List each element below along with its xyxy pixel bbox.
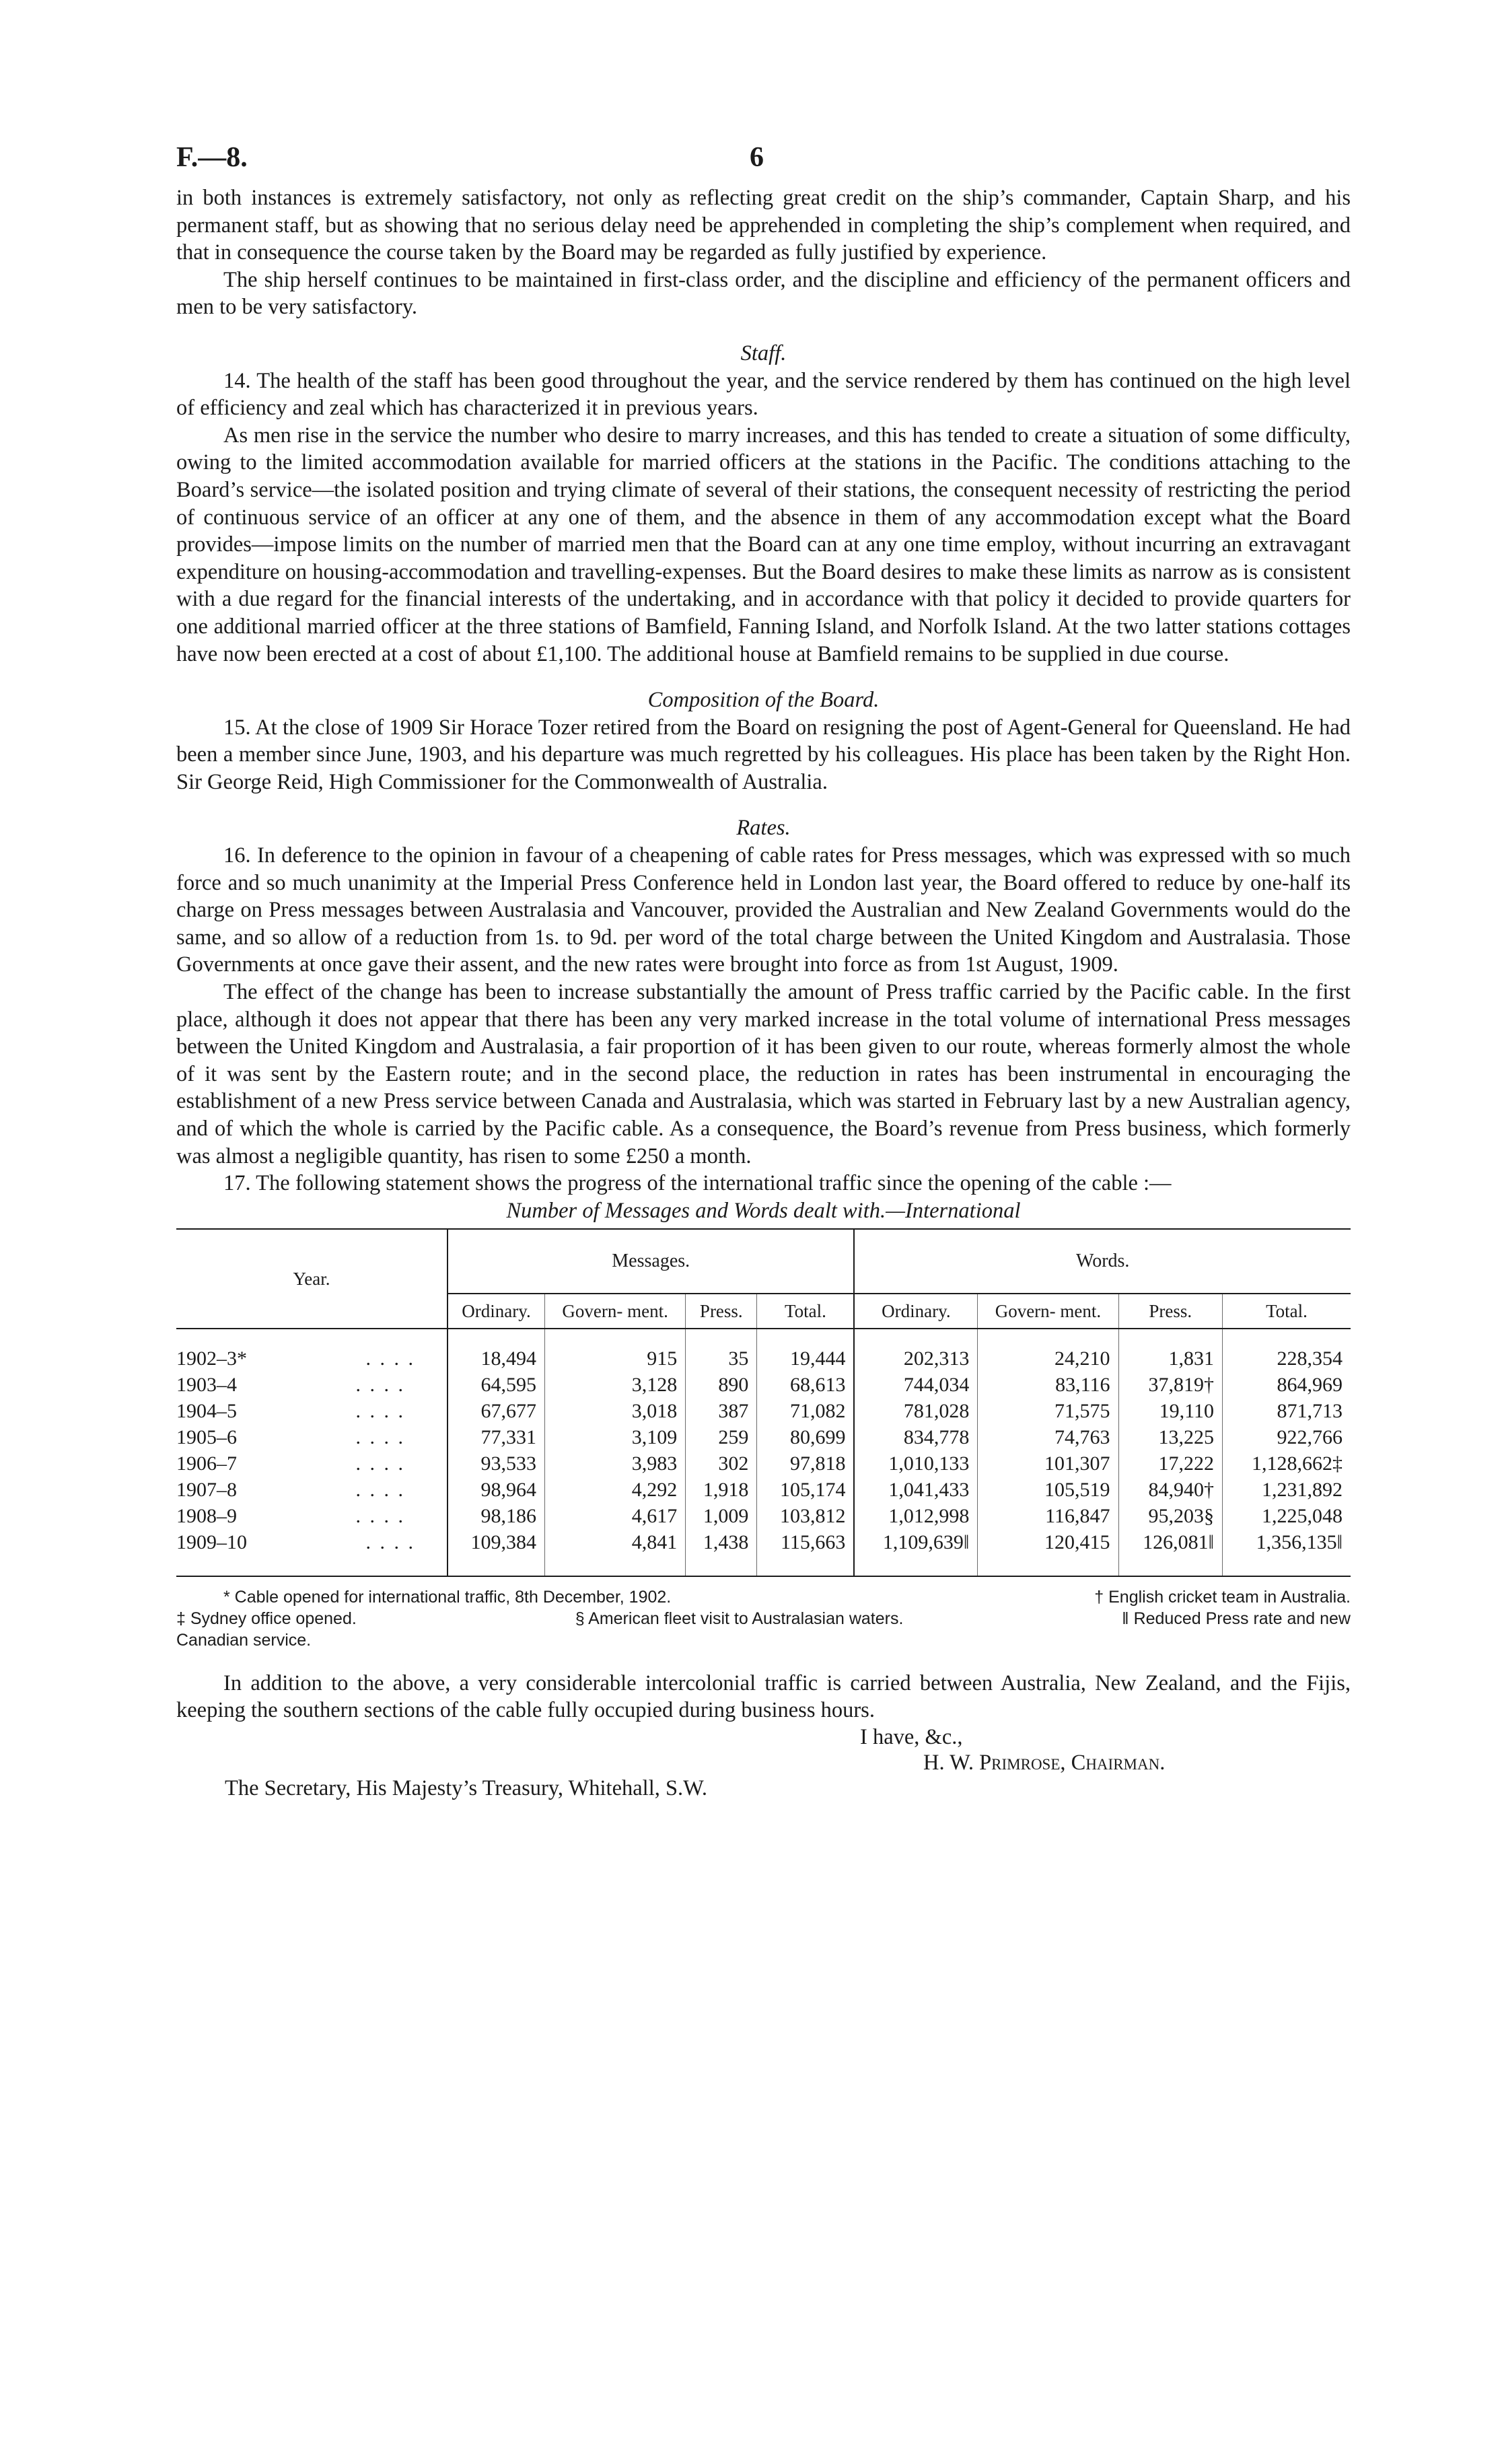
year-label: 1907–8	[176, 1478, 237, 1501]
table-cell: 871,713	[1223, 1398, 1351, 1424]
table-cell: 202,313	[854, 1329, 977, 1372]
table-row	[176, 1398, 1351, 1424]
section-heading-staff: Staff.	[740, 341, 787, 365]
year-cell	[176, 1529, 448, 1576]
table-cell: 387	[686, 1398, 757, 1424]
table-cell: 101,307	[978, 1450, 1118, 1477]
table-cell: 228,354	[1223, 1329, 1351, 1372]
signature-block	[176, 1724, 1351, 1801]
table-cell: 1,918	[686, 1477, 757, 1503]
column-header: Govern- ment.	[978, 1294, 1118, 1329]
table-cell: 3,983	[545, 1450, 686, 1477]
table-cell: 13,225	[1118, 1424, 1223, 1450]
addressee: The Secretary, His Majesty’s Treasury, Whitehall, S.W.	[225, 1775, 707, 1800]
column-header: Ordinary.	[448, 1294, 545, 1329]
table-cell: 18,494	[448, 1329, 545, 1372]
table-row	[176, 1372, 1351, 1398]
table-row	[176, 1529, 1351, 1576]
table-cell: 80,699	[757, 1424, 855, 1450]
page-header	[176, 141, 1351, 184]
footnote: ‡ Sydney office opened.	[176, 1609, 357, 1628]
table-cell: 74,763	[978, 1424, 1118, 1450]
table-cell: 4,841	[545, 1529, 686, 1576]
table-cell: 97,818	[757, 1450, 855, 1477]
table-cell: 3,109	[545, 1424, 686, 1450]
column-header: Total.	[757, 1294, 855, 1329]
table-cell: 98,964	[448, 1477, 545, 1503]
table-cell: 93,533	[448, 1450, 545, 1477]
year-cell	[176, 1329, 448, 1372]
column-header: Press.	[1118, 1294, 1223, 1329]
table-cell: 1,831	[1118, 1329, 1223, 1372]
table-row	[176, 1477, 1351, 1503]
paragraph-press-traffic: The effect of the change has been to increase substantially the amount of Press traffic carried by the Pacific cable. In the first place, although it does not appear that there has been any very marked increase in the total volume of international Press messages between the United Kingdom and Australasia, a fair proportion of it has been given to our route, whereas formerly almost the whole of it was sent by the Eastern route; and in the second place, the reduction in rates has been instrumental in encouraging the establishment of a new Press service between Canada and Australasia, which was started in February last by a new Australian agency, and of which the whole is carried by the Pacific cable. As a consequence, the Board’s revenue from Press business, which formerly was almost a negligible quantity, has risen to some £250 a month.	[176, 980, 1351, 1168]
year-cell	[176, 1424, 448, 1450]
leader-dots: . . . .	[365, 1347, 415, 1370]
table-body	[176, 1329, 1351, 1576]
year-cell	[176, 1503, 448, 1529]
year-cell	[176, 1450, 448, 1477]
table-cell: 120,415	[978, 1529, 1118, 1576]
table-cell: 1,041,433	[854, 1477, 977, 1503]
table-cell: 71,575	[978, 1398, 1118, 1424]
table-cell: 35	[686, 1329, 757, 1372]
table-row	[176, 1503, 1351, 1529]
messages-group-header: Messages.	[448, 1229, 854, 1294]
table-cell: 4,292	[545, 1477, 686, 1503]
year-label: 1902–3*	[176, 1347, 247, 1370]
section-heading-board: Composition of the Board.	[647, 688, 880, 713]
table-cell: 1,225,048	[1223, 1503, 1351, 1529]
column-header: Govern- ment.	[545, 1294, 686, 1329]
traffic-table	[176, 1228, 1351, 1577]
table-cell: 1,128,662‡	[1223, 1450, 1351, 1477]
table-cell: 1,012,998	[854, 1503, 977, 1529]
table-cell: 4,617	[545, 1503, 686, 1529]
table-cell: 19,110	[1118, 1398, 1223, 1424]
table-cell: 922,766	[1223, 1424, 1351, 1450]
table-cell: 83,116	[978, 1372, 1118, 1398]
year-label: 1905–6	[176, 1425, 237, 1448]
year-label: 1904–5	[176, 1399, 237, 1422]
column-header: Ordinary.	[854, 1294, 977, 1329]
table-cell: 259	[686, 1424, 757, 1450]
column-header: Total.	[1223, 1294, 1351, 1329]
table-cell: 126,081‖	[1118, 1529, 1223, 1576]
table-cell: 744,034	[854, 1372, 977, 1398]
leader-dots: . . . .	[355, 1504, 405, 1527]
year-label: 1906–7	[176, 1452, 237, 1475]
footnote: * Cable opened for international traffic, 8th December, 1902.	[223, 1587, 672, 1607]
leader-dots: . . . .	[355, 1373, 405, 1396]
leader-dots: . . . .	[355, 1452, 405, 1475]
table-cell: 915	[545, 1329, 686, 1372]
table-cell: 1,009	[686, 1503, 757, 1529]
table-cell: 116,847	[978, 1503, 1118, 1529]
paragraph-ship-order: The ship herself continues to be maintained in first-class order, and the discipline and efficiency of the permanent officers and men to be very satisfactory.	[176, 267, 1351, 320]
table-cell: 864,969	[1223, 1372, 1351, 1398]
paragraph-statement-intro: 17. The following statement shows the progress of the international traffic since the opening of the cable :—	[223, 1171, 1172, 1196]
section-heading-rates: Rates.	[736, 816, 791, 841]
footnote: ‖ Reduced Press rate and new	[1122, 1609, 1351, 1628]
paragraph-intercolonial: In addition to the above, a very considerable intercolonial traffic is carried between Australia, New Zealand, and the Fijis, keeping the southern sections of the cable fully occupied during business hours.	[176, 1670, 1351, 1723]
table-title: Number of Messages and Words dealt with.—International	[506, 1198, 1021, 1223]
words-group-header: Words.	[854, 1229, 1351, 1294]
table-cell: 105,519	[978, 1477, 1118, 1503]
table-cell: 1,010,133	[854, 1450, 977, 1477]
table-cell: 781,028	[854, 1398, 977, 1424]
table-cell: 302	[686, 1450, 757, 1477]
table-cell: 64,595	[448, 1372, 545, 1398]
footnote: § American fleet visit to Australasian waters.	[575, 1609, 904, 1628]
leader-dots: . . . .	[355, 1399, 405, 1422]
table-cell: 105,174	[757, 1477, 855, 1503]
table-cell: 37,819†	[1118, 1372, 1223, 1398]
leader-dots: . . . .	[355, 1425, 405, 1448]
year-cell	[176, 1372, 448, 1398]
document-page	[176, 141, 1351, 1801]
document-code: F.—8.	[176, 142, 248, 173]
valediction: I have, &c.,	[860, 1724, 963, 1749]
table-cell: 68,613	[757, 1372, 855, 1398]
table-cell: 834,778	[854, 1424, 977, 1450]
table-cell: 95,203§	[1118, 1503, 1223, 1529]
table-cell: 77,331	[448, 1424, 545, 1450]
year-cell	[176, 1398, 448, 1424]
page-number: 6	[750, 142, 764, 173]
leader-dots: . . . .	[365, 1530, 415, 1553]
table-row	[176, 1329, 1351, 1372]
table-cell: 115,663	[757, 1529, 855, 1576]
paragraph-board-composition: 15. At the close of 1909 Sir Horace Tozer retired from the Board on resigning the post of Agent-General for Queensland. He had been a member since June, 1903, and his departure was much regretted by his colleagues. His place has been taken by the Right Hon. Sir George Reid, High Commissioner for the Commonwealth of Australia.	[176, 715, 1351, 794]
year-cell	[176, 1477, 448, 1503]
paragraph-married-officers: As men rise in the service the number who desire to marry increases, and this has tended to create a situation of some difficulty, owing to the limited accommodation available for married officers at the stations in the Pacific. The conditions attaching to the Board’s service—the isolated position and trying climate of several of their stations, the consequent necessity of restricting the period of continuous service of an officer at any one of them, and the absence in them of any accommodation except what the Board provides—impose limits on the number of married men that the Board can at any one time employ, without incurring an extravagant expenditure on housing-accommodation and travelling-expenses. But the Board desires to make these limits as narrow as is consistent with a due regard for the financial interests of the undertaking, and in accordance with that policy it decided to provide quarters for one additional married officer at the three stations of Bamfield, Fanning Island, and Norfolk Island. At the two latter stations cottages have now been erected at a cost of about £1,100. The additional house at Bamfield remains to be supplied in due course.	[176, 423, 1351, 666]
table-cell: 1,438	[686, 1529, 757, 1576]
table-row	[176, 1450, 1351, 1477]
table-cell: 17,222	[1118, 1450, 1223, 1477]
year-label: 1908–9	[176, 1504, 237, 1527]
year-column-header: Year.	[176, 1229, 448, 1329]
footnote: Canadian service.	[176, 1630, 312, 1650]
paragraph-staff-health: 14. The health of the staff has been good throughout the year, and the service rendered by them has continued on the high level of efficiency and zeal which has characterized it in previous years.	[176, 368, 1351, 421]
table-cell: 1,109,639‖	[854, 1529, 977, 1576]
table-row	[176, 1424, 1351, 1450]
table-cell: 3,018	[545, 1398, 686, 1424]
table-cell: 24,210	[978, 1329, 1118, 1372]
table-cell: 1,231,892	[1223, 1477, 1351, 1503]
paragraph-press-rates: 16. In deference to the opinion in favour of a cheapening of cable rates for Press messages, which was expressed with so much force and so much unanimity at the Imperial Press Conference held in London last year, the Board offered to reduce by one-half its charge on Press messages between Australasia and Vancouver, provided the Australian and New Zealand Governments would do the same, and so allow of a reduction from 1s. to 9d. per word of the total charge between the United Kingdom and Australasia. Those Governments at once gave their assent, and the new rates were brought into force as from 1st August, 1909.	[176, 843, 1351, 977]
footnote: † English cricket team in Australia.	[1094, 1587, 1351, 1607]
leader-dots: . . . .	[355, 1478, 405, 1501]
table-cell: 67,677	[448, 1398, 545, 1424]
table-cell: 19,444	[757, 1329, 855, 1372]
paragraph-ship-complement: in both instances is extremely satisfactory, not only as reflecting great credit on the ship’s commander, Captain Sharp, and his permanent staff, but as showing that no serious delay need be apprehended in completing the ship’s complement when required, and that in consequence the course taken by the Board may be regarded as fully justified by experience.	[176, 186, 1351, 265]
table-footnotes	[176, 1586, 1351, 1651]
table-cell: 3,128	[545, 1372, 686, 1398]
table-cell: 1,356,135‖	[1223, 1529, 1351, 1576]
table-cell: 84,940†	[1118, 1477, 1223, 1503]
table-cell: 109,384	[448, 1529, 545, 1576]
table-cell: 103,812	[757, 1503, 855, 1529]
signatory: H. W. Primrose, Chairman.	[923, 1750, 1166, 1775]
table-cell: 71,082	[757, 1398, 855, 1424]
year-label: 1909–10	[176, 1530, 247, 1553]
column-header: Press.	[686, 1294, 757, 1329]
table-cell: 890	[686, 1372, 757, 1398]
table-cell: 98,186	[448, 1503, 545, 1529]
year-label: 1903–4	[176, 1373, 237, 1396]
